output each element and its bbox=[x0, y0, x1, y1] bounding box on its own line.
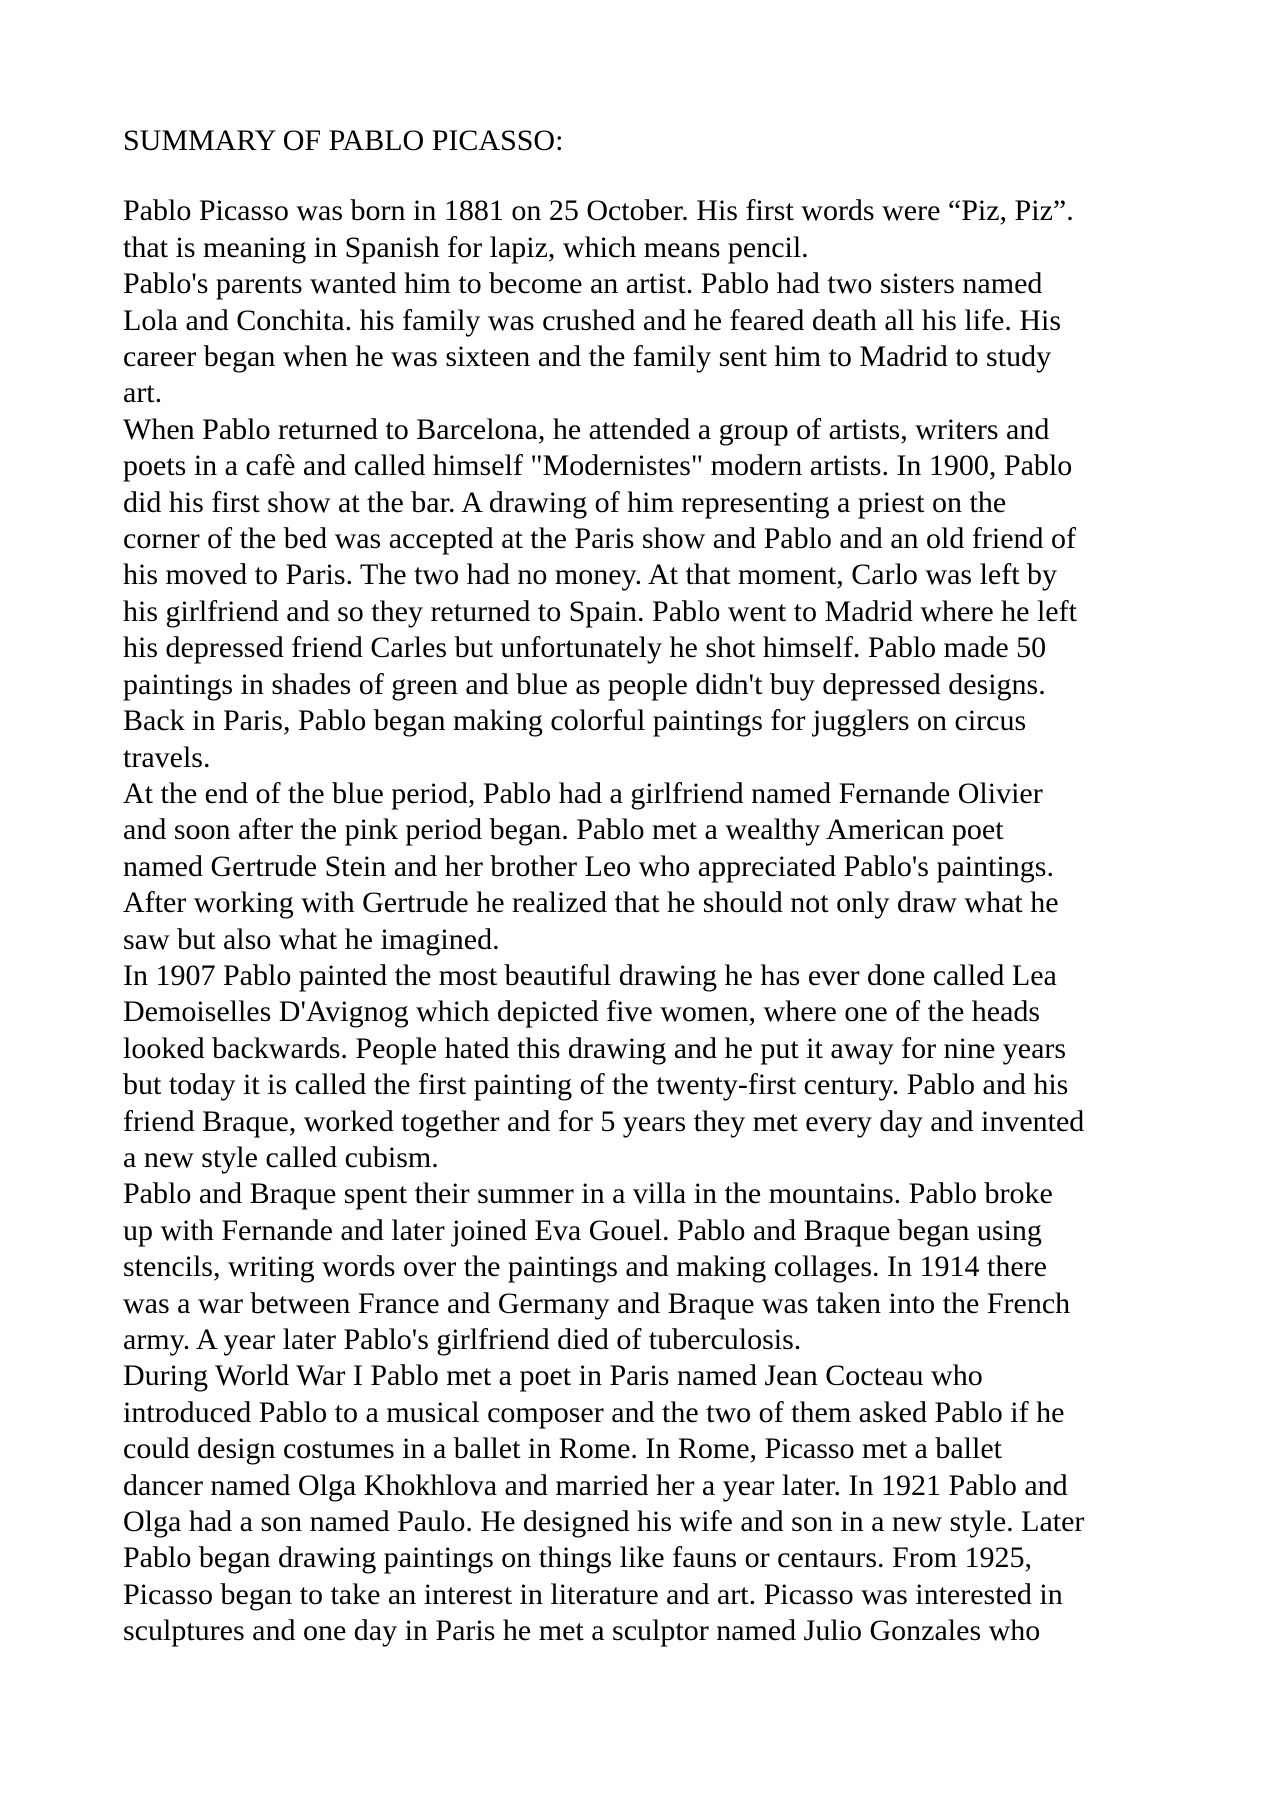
text-line: army. A year later Pablo's girlfriend died of tuberculosis. bbox=[123, 1323, 802, 1356]
text-line: Lola and Conchita. his family was crushed and he feared death all his life. His bbox=[123, 303, 1062, 337]
text-line: dancer named Olga Khokhlova and married her a year later. In 1921 Pablo and bbox=[123, 1468, 1068, 1502]
text-line: was a war between France and Germany and Braque was taken into the French bbox=[123, 1286, 1071, 1320]
text-line: named Gertrude Stein and her brother Leo who appreciated Pablo's paintings. bbox=[123, 849, 1054, 883]
text-line: did his first show at the bar. A drawing of him representing a priest on the bbox=[123, 485, 1007, 519]
document-text bbox=[123, 193, 1183, 1649]
text-line: Pablo's parents wanted him to become an artist. Pablo had two sisters named bbox=[123, 267, 1043, 301]
text-line: saw but also what he imagined. bbox=[123, 922, 500, 956]
text-line: art. bbox=[123, 376, 163, 410]
text-line: After working with Gertrude he realized that he should not only draw what he bbox=[123, 886, 1059, 920]
document-body bbox=[123, 123, 1183, 1650]
text-line: career began when he was sixteen and the family sent him to Madrid to study bbox=[123, 340, 1052, 374]
text-line: sculptures and one day in Paris he met a sculptor named Julio Gonzales who bbox=[123, 1614, 1041, 1648]
text-line: Picasso began to take an interest in literature and art. Picasso was interested in bbox=[123, 1577, 1063, 1611]
text-line: In 1907 Pablo painted the most beautiful drawing he has ever done called Lea bbox=[123, 958, 1057, 992]
text-line: poets in a cafè and called himself "Modernistes" modern artists. In 1900, Pablo bbox=[123, 449, 1073, 483]
text-line: Pablo began drawing paintings on things like fauns or centaurs. From 1925, bbox=[123, 1541, 1033, 1575]
text-line: a new style called cubism. bbox=[123, 1140, 439, 1174]
text-line: travels. bbox=[123, 740, 211, 774]
text-line: Demoiselles D'Avignog which depicted five women, where one of the heads bbox=[123, 995, 1041, 1029]
text-line: corner of the bed was accepted at the Paris show and Pablo and an old friend of bbox=[123, 522, 1077, 556]
text-line: friend Braque, worked together and for 5 years they met every day and invented bbox=[123, 1104, 1085, 1138]
text-line: and soon after the pink period began. Pablo met a wealthy American poet bbox=[123, 813, 1004, 847]
document-title: SUMMARY OF PABLO PICASSO: bbox=[123, 124, 564, 157]
text-line: looked backwards. People hated this drawing and he put it away for nine years bbox=[123, 1031, 1067, 1065]
text-line: Pablo and Braque spent their summer in a villa in the mountains. Pablo broke bbox=[123, 1177, 1053, 1211]
text-line: his depressed friend Carles but unfortunately he shot himself. Pablo made 50 bbox=[123, 631, 1047, 665]
text-line: could design costumes in a ballet in Rome. In Rome, Picasso met a ballet bbox=[123, 1432, 1002, 1466]
text-line: paintings in shades of green and blue as people didn't buy depressed designs. bbox=[123, 667, 1046, 701]
text-line: Olga had a son named Paulo. He designed his wife and son in a new style. Later bbox=[123, 1505, 1085, 1539]
text-line: Pablo Picasso was born in 1881 on 25 October. His first words were “Piz, Piz”. bbox=[123, 194, 1074, 228]
text-line: When Pablo returned to Barcelona, he attended a group of artists, writers and bbox=[123, 412, 1050, 446]
text-line: stencils, writing words over the paintings and making collages. In 1914 there bbox=[123, 1250, 1047, 1284]
text-line: up with Fernande and later joined Eva Gouel. Pablo and Braque began using bbox=[123, 1213, 1042, 1247]
text-line: that is meaning in Spanish for lapiz, which means pencil. bbox=[123, 230, 809, 264]
text-line: introduced Pablo to a musical composer and the two of them asked Pablo if he bbox=[123, 1395, 1065, 1429]
text-line: his moved to Paris. The two had no money. At that moment, Carlo was left by bbox=[123, 558, 1058, 592]
text-line: At the end of the blue period, Pablo had a girlfriend named Fernande Olivier bbox=[123, 776, 1043, 810]
text-line: During World War I Pablo met a poet in Paris named Jean Cocteau who bbox=[123, 1359, 983, 1393]
text-line: Back in Paris, Pablo began making colorful paintings for jugglers on circus bbox=[123, 704, 1027, 738]
text-line: his girlfriend and so they returned to Spain. Pablo went to Madrid where he left bbox=[123, 594, 1077, 628]
text-line: but today it is called the first painting of the twenty-first century. Pablo and his bbox=[123, 1068, 1069, 1102]
